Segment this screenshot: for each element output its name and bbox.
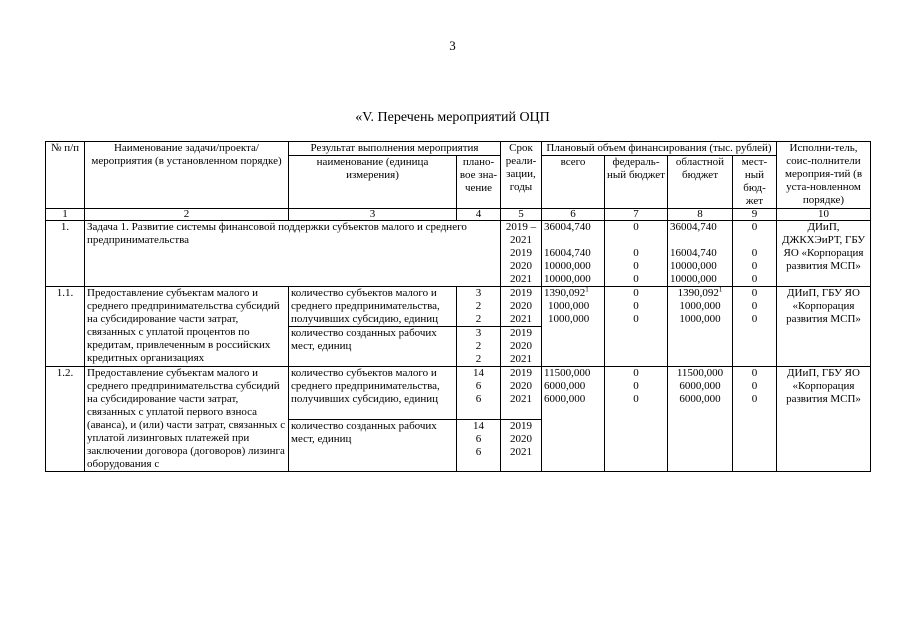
- term-years: 2019 2020 2021: [501, 419, 542, 472]
- federal-values: 0 0 0 0: [605, 221, 668, 287]
- header-no: № п/п: [46, 142, 85, 209]
- page-number: 3: [449, 38, 456, 53]
- result-indicator: количество созданных рабочих мест, единиц: [289, 327, 457, 367]
- header-name: Наименование задачи/проекта/мероприятия (в установленном порядке): [85, 142, 289, 209]
- column-number: 6: [542, 209, 605, 221]
- planned-values: 14 6 6: [457, 419, 501, 472]
- result-indicator: количество субъектов малого и среднего предпринимательства, получивших субсидию, единиц: [289, 367, 457, 420]
- header-term: Срок реали-зации, годы: [501, 142, 542, 209]
- planned-values: 3 2 2: [457, 287, 501, 327]
- header-row-1: [46, 142, 871, 156]
- regional-values: 36004,740 16004,740 10000,000 10000,000: [668, 221, 733, 287]
- planned-values: 14 6 6: [457, 367, 501, 420]
- term-years: 2019 2020 2021: [501, 327, 542, 367]
- column-number: 5: [501, 209, 542, 221]
- result-indicator: количество субъектов малого и среднего предпринимательства, получивших субсидию, единиц: [289, 287, 457, 327]
- total-values: 36004,740 16004,740 10000,000 10000,000: [542, 221, 605, 287]
- result-indicator: количество созданных рабочих мест, единиц: [289, 419, 457, 472]
- column-number: 3: [289, 209, 457, 221]
- term-years: 2019 – 2021 2019 2020 2021: [501, 221, 542, 287]
- header-result: Результат выполнения мероприятия: [289, 142, 501, 156]
- header-result-planned: плано-вое зна-чение: [457, 156, 501, 209]
- local-values: 0 0 0 0: [733, 221, 777, 287]
- column-number: 7: [605, 209, 668, 221]
- column-number: 10: [777, 209, 871, 221]
- executors: ДИиП, ГБУ ЯО «Корпорация развития МСП»: [777, 367, 871, 472]
- footnote-mark: 1: [718, 286, 723, 294]
- executors: ДИиП, ДЖКХЭиРТ, ГБУ ЯО «Корпорация развития МСП»: [777, 221, 871, 287]
- regional-values: 1390,092$^1$ 1000,000 1000,000: [668, 287, 733, 367]
- column-number: 1: [46, 209, 85, 221]
- total-values: 11500,000 6000,000 6000,000: [542, 367, 605, 472]
- task-name: Задача 1. Развитие системы финансовой поддержки субъектов малого и среднего предпринимательства: [85, 221, 501, 287]
- table-row: [46, 287, 871, 327]
- row-number: 1.1.: [46, 287, 85, 367]
- footnote-mark: 1: [585, 286, 589, 294]
- regional-values: 11500,000 6000,000 6000,000: [668, 367, 733, 472]
- local-values: 0 0 0: [733, 367, 777, 472]
- column-number-row: [46, 209, 871, 221]
- term-years: 2019 2020 2021: [501, 367, 542, 420]
- federal-values: 0 0 0: [605, 367, 668, 472]
- table-row: [46, 221, 871, 287]
- term-years: 2019 2020 2021: [501, 287, 542, 327]
- measure-name: Предоставление субъектам малого и среднего предпринимательства субсидий на субсидирование части затрат, связанных с уплатой процентов по кредитам, привлеченным в российских кредитных организациях: [85, 287, 289, 367]
- total-values: 1390,092$^1$ 1000,000 1000,000: [542, 287, 605, 367]
- header-executors: Исполни-тель, соис-полнители мероприя-тий (в уста-новленном порядке): [777, 142, 871, 209]
- header-regional: областной бюджет: [668, 156, 733, 209]
- column-number: 9: [733, 209, 777, 221]
- row-number: 1.: [46, 221, 85, 287]
- federal-values: 0 0 0: [605, 287, 668, 367]
- planned-values: 3 2 2: [457, 327, 501, 367]
- column-number: 4: [457, 209, 501, 221]
- measures-table: [45, 141, 871, 472]
- column-number: 8: [668, 209, 733, 221]
- measure-name: Предоставление субъектам малого и среднего предпринимательства субсидий на субсидирование части затрат, связанных с уплатой первого взноса (аванса), и (или) части затрат, связанных с уплатой лизинговых платежей при заключении договора (договоров) лизинга оборудования с: [85, 367, 289, 472]
- header-total: всего: [542, 156, 605, 209]
- document-title: «V. Перечень мероприятий ОЦП: [355, 110, 550, 125]
- local-values: 0 0 0: [733, 287, 777, 367]
- row-number: 1.2.: [46, 367, 85, 472]
- header-funding: Плановый объем финансирования (тыс. рублей): [542, 142, 777, 156]
- column-number: 2: [85, 209, 289, 221]
- executors: ДИиП, ГБУ ЯО «Корпорация развития МСП»: [777, 287, 871, 367]
- header-local: мест-ный бюд-жет: [733, 156, 777, 209]
- table-row: [46, 367, 871, 420]
- header-federal: федераль-ный бюджет: [605, 156, 668, 209]
- header-result-name: наименование (единица измерения): [289, 156, 457, 209]
